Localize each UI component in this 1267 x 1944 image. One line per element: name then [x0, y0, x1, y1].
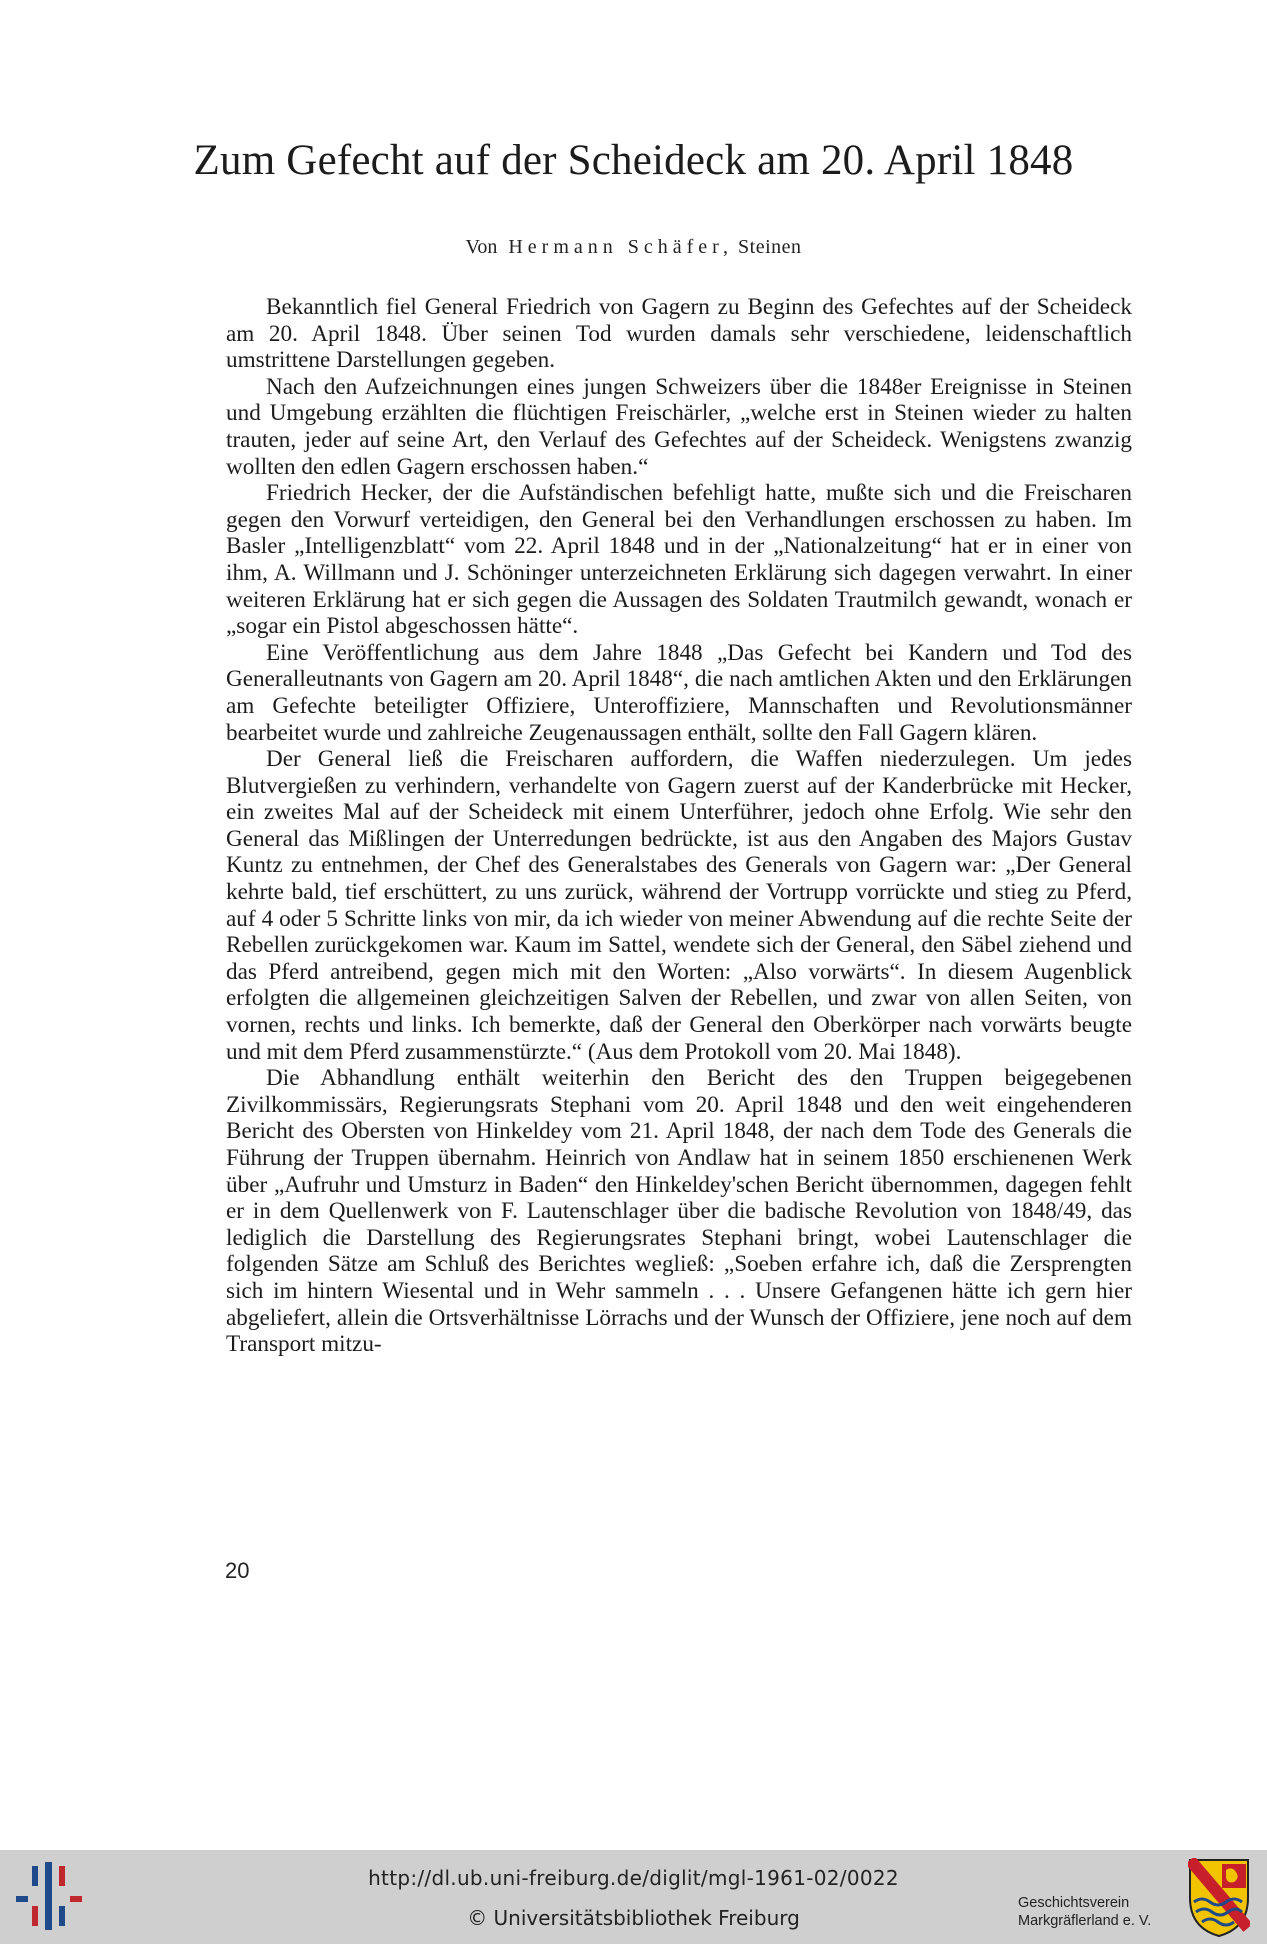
byline-author: Hermann Schäfer,: [508, 236, 734, 258]
paragraph: Bekanntlich fiel General Friedrich von Gagern zu Beginn des Gefechtes auf der Scheideck am 20. April 1848. Über seinen Tod wurden damals sehr verschiedene, leidenschaftlich umstrittene Darstellungen gegeben.: [226, 294, 1132, 374]
article-title: Zum Gefecht auf der Scheideck am 20. April 1848: [193, 137, 1074, 184]
byline: [0, 236, 1267, 259]
coat-of-arms-icon: [1188, 1858, 1250, 1938]
society-name-line2: Markgräflerland e. V.: [1018, 1913, 1152, 1929]
paragraph: Der General ließ die Freischaren auffordern, die Waffen niederzulegen. Um jedes Blutvergießen zu verhindern, verhandelte von Gagern zuerst auf der Kanderbrücke mit Hecker, ein zweites Mal auf der Scheideck mit einem Unterführer, jedoch ohne Erfolg. Wie sehr den General das Mißlingen der Unterredungen bedrückte, ist aus den Angaben des Majors Gustav Kuntz zu entnehmen, der Chef des Generalstabes des Generals von Gagern war: „Der General kehrte bald, tief erschüttert, zu uns zurück, während der Vortrupp vorrückte und stieg zu Pferd, auf 4 oder 5 Schritte links von mir, da ich wieder von meiner Abwendung auf die rechte Seite der Rebellen zurückgekomen war. Kaum im Sattel, wendete sich der General, den Säbel ziehend und das Pferd antreibend, gegen mich mit den Worten: „Also vorwärts“. In diesem Augenblick erfolgten die allgemeinen gleichzeitigen Salven der Rebellen, und zwar von allen Seiten, von vornen, rechts und links. Ich bemerkte, daß der General den Oberkörper nach vorwärts beugte und mit dem Pferd zusammenstürzte.“ (Aus dem Protokoll vom 20. Mai 1848).: [226, 746, 1132, 1065]
paragraph: Nach den Aufzeichnungen eines jungen Schweizers über die 1848er Ereignisse in Steinen und Umgebung erzählten die flüchtigen Freischärler, „welche erst in Steinen wieder zu halten trauten, jeder auf seine Art, den Verlauf des Gefechtes auf der Scheideck. Wenigstens zwanzig wollten den edlen Gagern erschossen haben.“: [226, 373, 1132, 480]
byline-prefix: Von: [465, 236, 498, 258]
paragraph: Die Abhandlung enthält weiterhin den Bericht des den Truppen beigegebenen Zivilkommissärs, Regierungsrats Stephani vom 20. April 1848 und den weit eingehenderen Bericht des Obersten von Hinkeldey vom 21. April 1848, der nach dem Tode des Generals die Führung der Truppen übernahm. Heinrich von Andlaw hat in seinem 1850 erschienenen Werk über „Aufruhr und Umsturz in Baden“ den Hinkeldey'schen Bericht übernommen, dagegen fehlt er in dem Quellenwerk von F. Lautenschlager über die badische Revolution von 1848/49, das lediglich die Darstellung des Regierungsrates Stephani bringt, wobei Lautenschlager die folgenden Sätze am Schluß des Berichtes wegließ: „Soeben erfahre ich, daß die Zersprengten sich im hintern Wiesental und in Wehr sammeln . . . Unsere Gefangenen hätte ich gern hier abgeliefert, allein die Ortsverhältnisse Lörrachs und der Wunsch der Offiziere, jene noch auf dem Transport mitzu-: [226, 1065, 1132, 1358]
article-body: [226, 294, 1132, 1358]
society-name-line1: Geschichtsverein: [1018, 1895, 1130, 1911]
byline-place: Steinen: [738, 236, 802, 258]
paragraph: Eine Veröffentlichung aus dem Jahre 1848 „Das Gefecht bei Kandern und Tod des Generalleutnants von Gagern am 20. April 1848“, die nach amtlichen Akten und den Erklärungen am Gefechte beteiligter Offiziere, Unteroffiziere, Mannschaften und Revolutionsmänner bearbeitet wurde und zahlreiche Zeugenaussagen enthält, sollte den Fall Gagern klären.: [226, 639, 1132, 746]
copyright-notice: © Universitätsbibliothek Freiburg: [467, 1906, 800, 1930]
document-url-link[interactable]: http://dl.ub.uni-freiburg.de/diglit/mgl-1961-02/0022: [368, 1866, 899, 1890]
paragraph: Friedrich Hecker, der die Aufständischen befehligt hatte, mußte sich und die Freischaren gegen den Vorwurf verteidigen, den General bei den Verhandlungen erschossen zu haben. Im Basler „Intelligenzblatt“ vom 22. April 1848 und in der „Nationalzeitung“ hat er in einer von ihm, A. Willmann und J. Schöninger unterzeichneten Erklärung sich dagegen verwahrt. In einer weiteren Erklärung hat er sich gegen die Aussagen des Soldaten Trautmilch gewandt, wonach er „sogar ein Pistol abgeschossen hätte“.: [226, 480, 1132, 640]
society-name: [1018, 1894, 1151, 1930]
page-number: 20: [225, 1558, 250, 1583]
viewer-footer: [0, 1850, 1267, 1944]
